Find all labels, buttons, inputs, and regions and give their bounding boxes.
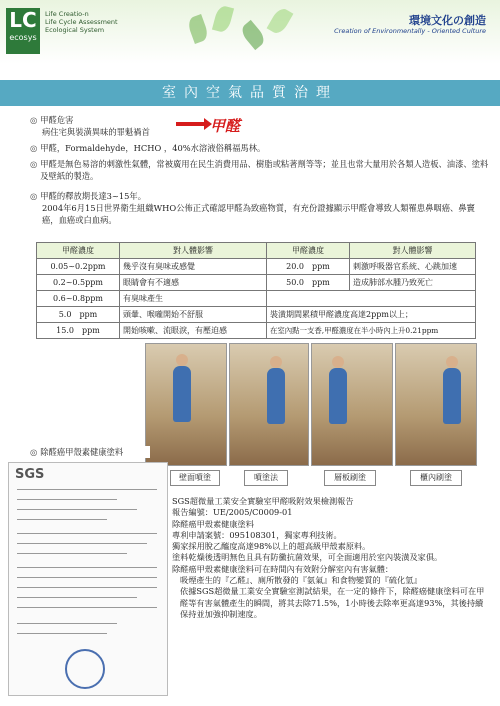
page-banner: 室內空氣品質治理 (0, 80, 500, 106)
caption-spray-method: 噴塗法 (244, 470, 288, 486)
table-cell: 刺激呼吸器官系統、心跳加速 (350, 259, 476, 275)
ecosys-logo (6, 8, 40, 54)
document-line (17, 597, 137, 598)
table-cell: 0.6~0.8ppm (37, 291, 120, 307)
leaf-decoration (239, 20, 268, 50)
worker-head (176, 354, 188, 366)
table-header-row (37, 243, 476, 259)
release-text: 2004年6月15日世界衛生組織WHO公佈正式確認甲醛為致癌物質，有充份證據顯示甲醛會導致人類罹患鼻咽癌、鼻竇癌，血癌或白血病。 (42, 203, 475, 225)
bullet-icon: ◎ (30, 191, 38, 201)
table-cell: 眼睛會有不適感 (120, 275, 267, 291)
patent-number: 專利申請案號：095108301，獨家專利技術。 (172, 529, 342, 540)
worker-head (332, 356, 344, 368)
document-line (17, 533, 157, 534)
table-cell: 頭暈、喉嚨開始不舒服 (120, 307, 267, 323)
document-line (17, 607, 157, 608)
photo-spray-method (229, 343, 309, 466)
product-name: 除醛癌甲殼素健康塗料 (172, 518, 254, 529)
caption-shelf-brush: 層板刷塗 (324, 470, 376, 486)
feature-2: 塗料乾燥後透明無色且具有防黴抗菌效果，可全面適用於室內裝潢及家俱。 (172, 552, 443, 563)
table-cell: 幾乎沒有臭味或感覺 (120, 259, 267, 275)
section-paint (30, 446, 150, 458)
logo-line-1: Life Creatio-n (45, 10, 89, 18)
formaldehyde-highlight: 甲醛 (210, 117, 241, 135)
table-header: 對人體影響 (350, 243, 476, 259)
logo-letters: LC (9, 8, 37, 32)
description-2: 吸煙產生的『乙醛』、廁所散發的『氨氣』和食物變質的『硫化氫』 (180, 575, 422, 586)
leaf-decoration (186, 14, 210, 44)
section-usage (30, 158, 490, 182)
sgs-certificate-image (8, 462, 168, 696)
release-title: 甲醛的釋放期長達3~15年。 (40, 191, 147, 201)
worker-figure (443, 368, 461, 424)
document-line (17, 499, 117, 500)
table-cell: 0.2~0.5ppm (37, 275, 120, 291)
table-cell: 裝潢期間累積甲醛濃度高達2ppm以上； (267, 307, 476, 323)
document-line (17, 577, 157, 578)
bullet-icon: ◎ (30, 115, 38, 125)
table-header: 甲醛濃度 (37, 243, 120, 259)
caption-wall-spray: 壁面噴塗 (170, 470, 220, 486)
photo-shelf-brush (311, 343, 393, 466)
leaf-decoration (212, 4, 234, 33)
header-title: 環境文化の創造 (409, 14, 486, 27)
arrow-icon (176, 122, 206, 126)
table-row (37, 307, 476, 323)
document-line (17, 553, 127, 554)
definition-text: 甲醛，Formaldehyde，HCHO ，40%水溶液俗稱福馬林。 (40, 143, 266, 153)
section-release (30, 190, 490, 226)
concentration-table (36, 242, 476, 339)
photo-cabinet-brush (395, 343, 477, 466)
document-line (17, 567, 157, 568)
logo-line-3: Ecological System (45, 26, 105, 34)
hazard-text: 病住宅與裝潢異味的罪魁禍首 (42, 127, 150, 137)
table-cell: 5.0 ppm (37, 307, 120, 323)
table-cell: 開始咳嗽、流眼淚，有壓迫感 (120, 323, 267, 339)
table-cell: 0.05~0.2ppm (37, 259, 120, 275)
bullet-icon: ◎ (30, 159, 38, 169)
table-cell: 有臭味產生 (120, 291, 267, 307)
table-cell: 造成肺部水腫乃致死亡 (350, 275, 476, 291)
paint-title: 除醛癌甲殼素健康塗料 (40, 447, 124, 457)
report-title: SGS超微量工業安全實驗室甲醛吸附效果檢測報告 (172, 496, 354, 506)
worker-head (270, 356, 282, 368)
logo-sub: ecosys (9, 33, 37, 42)
table-row (37, 291, 476, 307)
section-hazard (30, 114, 490, 138)
photo-wall-spray (145, 343, 227, 466)
document-line (17, 633, 107, 634)
worker-figure (173, 366, 191, 422)
document-line (17, 509, 137, 510)
document-line (17, 623, 117, 624)
hazard-title: 甲醛危害 (40, 115, 74, 125)
table-cell: 50.0 ppm (267, 275, 350, 291)
document-line (17, 519, 107, 520)
worker-figure (267, 368, 285, 424)
bullet-icon: ◎ (30, 143, 38, 153)
table-header: 對人體影響 (120, 243, 267, 259)
section-definition (30, 142, 490, 154)
report-number: 報告編號：UE/2005/C0009-01 (172, 507, 293, 518)
document-line (17, 489, 157, 490)
table-cell: 在室內點一支香,甲醛濃度在半小時內上升0.21ppm (267, 323, 476, 339)
worker-figure (329, 368, 347, 424)
document-line (17, 543, 147, 544)
logo-line-2: Life Cycle Assessment (45, 18, 118, 26)
table-cell (267, 291, 476, 307)
header (0, 0, 500, 75)
leaf-decoration (267, 6, 294, 37)
table-row (37, 323, 476, 339)
document-line (17, 587, 157, 588)
logo-text (45, 10, 118, 34)
stamp-seal (65, 649, 105, 689)
worker-head (446, 356, 458, 368)
usage-text: 甲醛是無色易溶的刺激性氣體，常被廣用在民生消費用品、樹脂或粘著劑等等；並且也常大量用於各類人造板、油漆、塗料及壁紙的製造。 (40, 159, 489, 181)
table-header: 甲醛濃度 (267, 243, 350, 259)
caption-cabinet-brush: 櫃內刷塗 (410, 470, 462, 486)
table-row (37, 275, 476, 291)
table-row (37, 259, 476, 275)
description-1: 除醛癌甲殼素健康塗料可在時間內有效附分解室內有害氣體： (172, 563, 394, 574)
bullet-icon: ◎ (30, 447, 38, 457)
table-cell: 15.0 ppm (37, 323, 120, 339)
description-3: 依據SGS超微量工業安全實驗室測試結果，在一定的條件下，除醛癌健康塗料可在甲醛等有害氣體產生的瞬間，將其去除71.5%，1小時後去除率更高達93%，其後持續保持並加強抑制速度。 (180, 586, 485, 619)
header-subtitle: Creation of Environmentally - Oriented Culture (334, 27, 486, 35)
sgs-logo: SGS (15, 467, 45, 482)
certificate-text (172, 496, 490, 620)
feature-1: 獨家採用脫乙醯度高達98%以上的超高級甲殼素原料。 (172, 541, 371, 552)
table-cell: 20.0 ppm (267, 259, 350, 275)
